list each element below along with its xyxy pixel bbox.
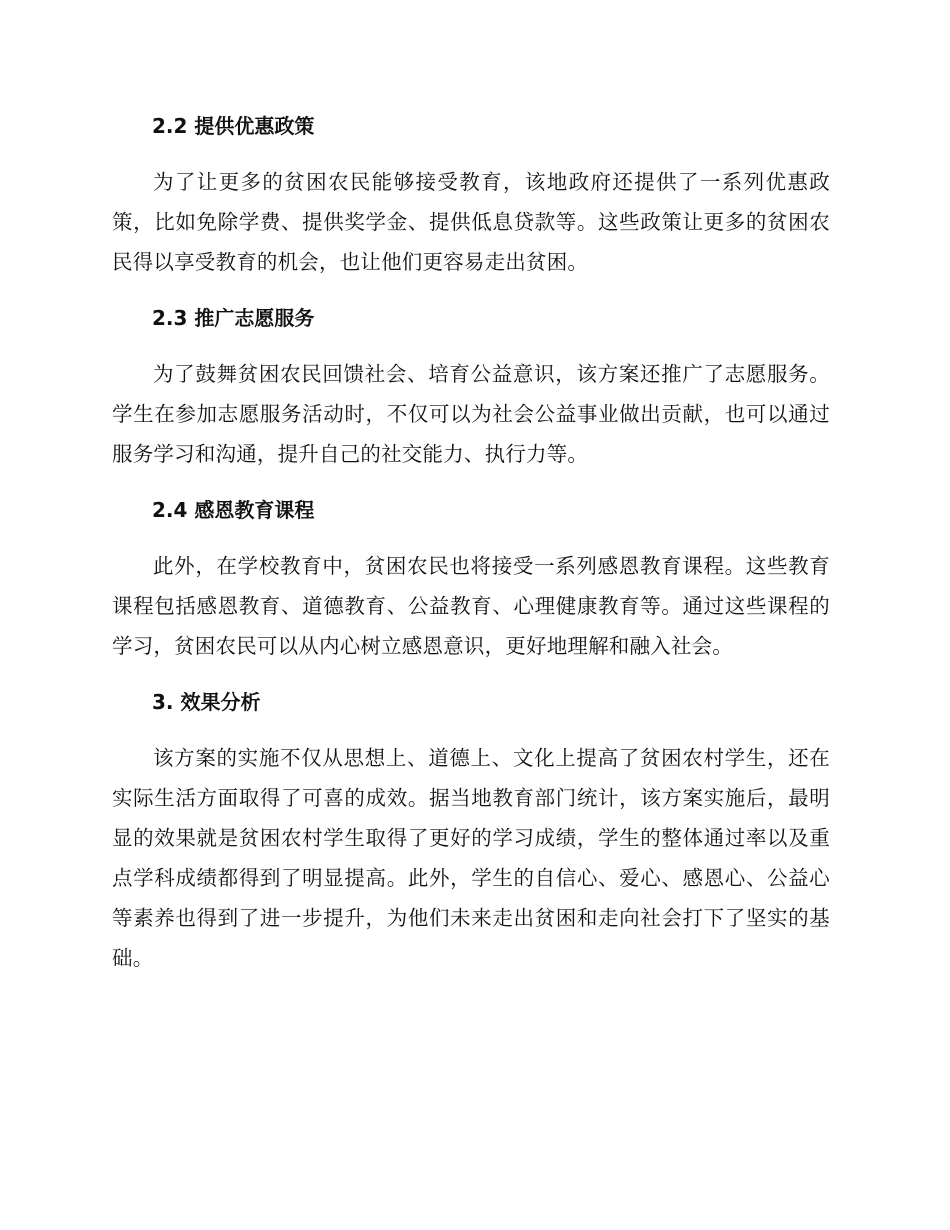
- section-heading: 3. 效果分析: [152, 690, 261, 714]
- section-2-4: [112, 494, 830, 666]
- section-paragraph: 此外，在学校教育中，贫困农民也将接受一系列感恩教育课程。这些教育课程包括感恩教育、道德教育、公益教育、心理健康教育等。通过这些课程的学习，贫困农民可以从内心树立感恩意识，更好地理解和融入社会。: [112, 554, 830, 658]
- section-heading: 2.3 推广志愿服务: [152, 306, 315, 330]
- section-paragraph: 该方案的实施不仅从思想上、道德上、文化上提高了贫困农村学生，还在实际生活方面取得了可喜的成效。据当地教育部门统计，该方案实施后，最明显的效果就是贫困农村学生取得了更好的学习成绩，学生的整体通过率以及重点学科成绩都得到了明显提高。此外，学生的自信心、爱心、感恩心、公益心等素养也得到了进一步提升，为他们未来走出贫困和走向社会打下了坚实的基础。: [112, 746, 830, 970]
- section-paragraph: 为了鼓舞贫困农民回馈社会、培育公益意识，该方案还推广了志愿服务。学生在参加志愿服务活动时，不仅可以为社会公益事业做出贡献，也可以通过服务学习和沟通，提升自己的社交能力、执行力等。: [112, 362, 830, 466]
- document-content: [112, 110, 830, 998]
- section-2-2: [112, 110, 830, 282]
- section-paragraph: 为了让更多的贫困农民能够接受教育，该地政府还提供了一系列优惠政策，比如免除学费、提供奖学金、提供低息贷款等。这些政策让更多的贫困农民得以享受教育的机会，也让他们更容易走出贫困。: [112, 170, 830, 274]
- section-heading: 2.4 感恩教育课程: [152, 498, 315, 522]
- section-3: [112, 686, 830, 978]
- section-2-3: [112, 302, 830, 474]
- section-heading: 2.2 提供优惠政策: [152, 114, 315, 138]
